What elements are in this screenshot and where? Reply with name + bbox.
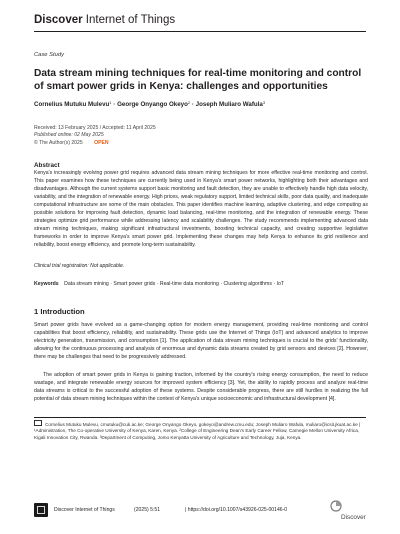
author-name[interactable]: Cornelius Mutuku Mulevu [34,101,110,108]
copyright-line [34,140,109,146]
keyword: Clustering algorithms [223,281,272,287]
article-title: Data stream mining techniques for real-time monitoring and control of smart power grids in Kenya: challenges and opportunities [34,68,362,92]
footnote [34,420,368,441]
author-separator: · [191,101,194,108]
keyword-separator: · [155,281,160,287]
publisher-logo: Discover [341,514,366,521]
section-heading: 1 Introduction [34,307,85,316]
copyright: © The Author(s) 2025 [34,140,83,146]
affiliation-ref: 1 [109,100,112,105]
keyword-separator: · [271,281,277,287]
keyword-separator: · [218,281,224,287]
article-type: Case Study [34,52,64,58]
keyword: IoT [276,281,284,287]
keyword-separator: · [108,281,114,287]
abstract-text: Kenya's increasingly evolving power grid requires advanced data stream mining techniques for more effective real-time monitoring and control. This paper examines how these techniques are currently being used in Kenya's smart power networks, highlighting both their advantages and disadvantages. Although the current systems support basic monitoring and fault detection, they are unable to effectively handle high data velocity, variability, and the integration of renewable energy. High prices, weak regulatory support, limited technical skills, poor data quality, and inadequate computational infrastructure are some of the main obstacles. This paper identifies machine learning, adaptive clustering, and edge computing as possible solutions for improving fault detection, dynamic load balancing, real-time monitoring, and the integration of renewable energy. These strategies optimize grid performance while addressing latency and scalability challenges. The study recommends implementing advanced data stream mining techniques, making significant infrastructural investments, boosting technical capacity, and creating supportive legislative frameworks in order to improve Kenya's smart power grid. Implementing these changes may help Kenya to enhance its grid resilience and reliability, boost energy efficiency, and promote long-term sustainability. [34,170,368,248]
intro-paragraph-2: The adoption of smart power grids in Kenya is gaining traction, informed by the country's rising energy consumption, the need to reduce wastage, and integrate renewable energy sources for improved system efficiency [3]. Yet, the ability to rapidly process and analyze real-time data streams is critical to the successful adoption of these systems. Despite considerable progress, there are still hurdles in realizing the full potential of data stream mining techniques within the context of Kenya's unique socioeconomic and infrastructural development [4]. [34,372,368,402]
author-name[interactable]: Joseph Muliaro Wafula [195,101,263,108]
author-name[interactable]: George Onyango Okeyo [117,101,188,108]
footer-doi-link[interactable]: | https://doi.org/10.1007/s43926-025-00146-0 [185,507,288,513]
keyword: Data stream mining [64,281,109,287]
keyword: Smart power grids [113,281,156,287]
journal-name: Internet of Things [85,14,176,26]
keywords [34,281,284,287]
affiliation-ref: 3 [262,100,266,105]
open-access-badge[interactable]: OPEN [94,140,109,146]
footer-volume: (2025) 5:51 [134,507,161,513]
published-date: Published online: 02 May 2025 [34,132,104,138]
trial-registration: Clinical trial registration: Not applicable. [34,263,125,269]
author-list [34,100,265,108]
journal-header [34,14,175,26]
author-separator: · [113,101,116,108]
footnote-rule [34,417,366,418]
journal-badge-icon [34,503,48,517]
affiliation-ref: 2 [187,100,191,105]
discover-logo-icon [330,500,342,512]
keyword: Real-time data monitoring [159,281,219,287]
intro-paragraph-1: Smart power grids have evolved as a game-changing option for modern energy management, providing real-time monitoring and control capabilities that boost efficiency, reliability, and sustainability. These grids use the Internet of Things (IoT) and advanced analytics to improve electricity generation, transmission, and consumption [1]. The application of data stream mining techniques is crucial to the grids' functionality, allowing for the continuous processing and analysis of enormous and dynamic data streams created by grid sensors and devices [2]. However, there may be challenges that need to be progressively addressed. [34,322,368,360]
footer-journal: Discover Internet of Things [54,507,115,513]
header-rule [34,31,366,32]
keywords-label: Keywords [34,281,59,287]
envelope-icon [34,420,42,426]
abstract-heading: Abstract [34,162,60,169]
received-date: Received: 13 February 2025 / Accepted: 11 April 2025 [34,125,156,131]
footnote-text: Cornelius Mutuku Mulevu, cmutuku@cuk.ac.ke; George Onyango Okeyo, gokeyo@andrew.cmu.edu; Joseph Muliaro Wafula, muliaro@icsit.jkuat.ac.ke | ¹Administration, The Co-operative University of Kenya, Karen, Kenya. ²College of Engineering Dean's Early Career Fellow, Carnegie Mellon University Africa, Kigali Innovation City, Rwanda. ³Department of Computing, Jomo Kenyatta University of Agriculture and Technology, Juja, Kenya. [34,422,361,440]
brand-name: Discover [34,14,83,26]
